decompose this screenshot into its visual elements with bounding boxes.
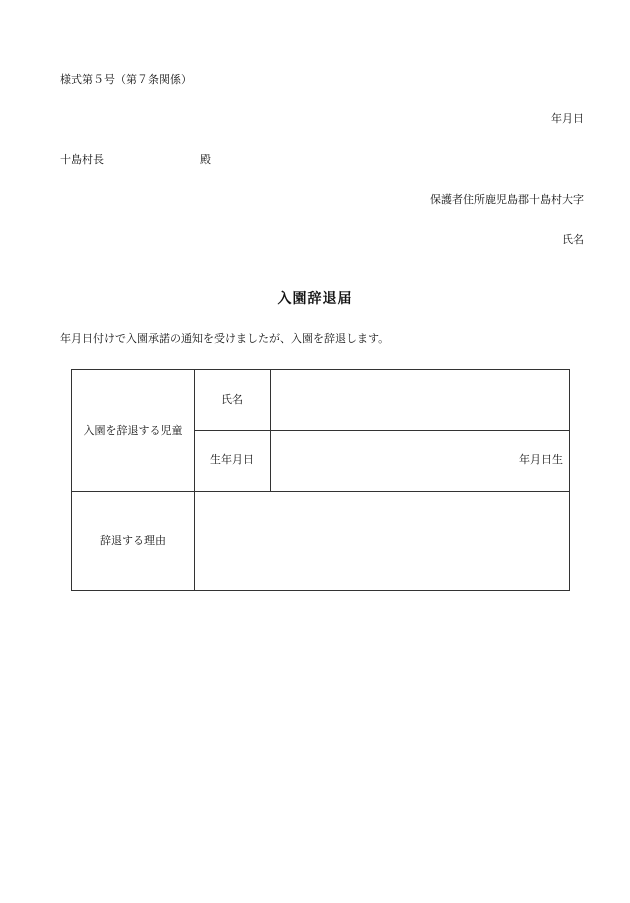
addressee-name: 十島村長 — [60, 153, 104, 166]
guardian-name-label: 氏名 — [562, 233, 584, 246]
document-body: 年月日付けで入園承諾の通知を受けましたが、入園を辞退します。 — [60, 332, 390, 345]
withdrawal-form-table — [71, 369, 570, 591]
guardian-address: 保護者住所鹿児島郡十島村大字 — [430, 193, 584, 206]
child-birth-value: 年月日生 — [519, 453, 563, 466]
form-number: 様式第５号（第７条関係） — [60, 73, 192, 86]
table-divider-horizontal-2 — [72, 491, 569, 492]
child-birth-label: 生年月日 — [210, 453, 254, 466]
document-date: 年月日 — [551, 112, 584, 125]
addressee-honorific: 殿 — [200, 153, 211, 166]
child-label: 入園を辞退する児童 — [83, 424, 183, 437]
child-name-label: 氏名 — [221, 393, 243, 406]
table-divider-horizontal-1 — [194, 430, 569, 431]
document-title: 入園辞退届 — [277, 291, 353, 307]
reason-label: 辞退する理由 — [100, 534, 166, 547]
